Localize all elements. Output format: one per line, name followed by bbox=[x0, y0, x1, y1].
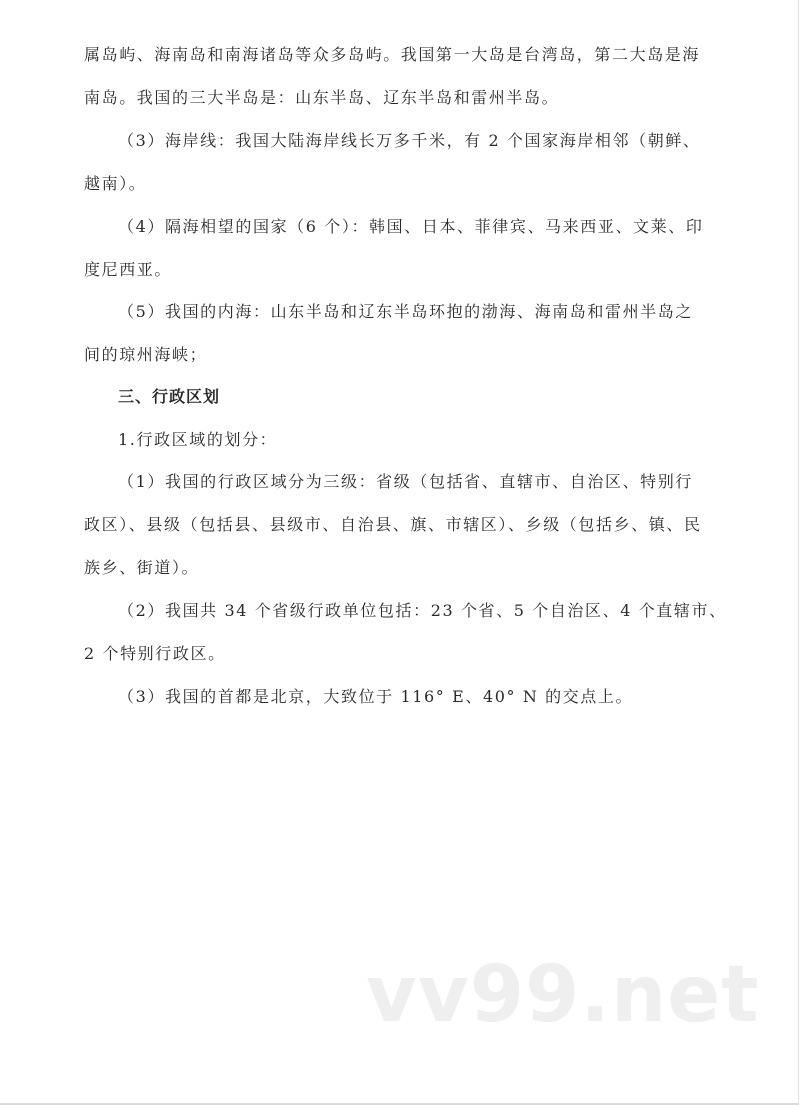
text-line: （3）我国的首都是北京，大致位于 116° E、40° N 的交点上。 bbox=[118, 687, 634, 706]
text-line: 间的琼州海峡； bbox=[84, 345, 208, 364]
text-line: 2 个特别行政区。 bbox=[84, 644, 226, 663]
text-line: 政区）、县级（包括县、县级市、自治县、旗、市辖区）、乡级（包括乡、镇、民 bbox=[84, 515, 702, 534]
text-line: 属岛屿、海南岛和南海诸岛等众多岛屿。我国第一大岛是台湾岛，第二大岛是海 bbox=[84, 45, 701, 64]
text-line: （5）我国的内海：山东半岛和辽东半岛环抱的渤海、海南岛和雷州半岛之 bbox=[118, 302, 693, 321]
text-line: （1）我国的行政区域分为三级：省级（包括省、直辖市、自治区、特别行 bbox=[118, 472, 693, 491]
watermark: vv99.net bbox=[366, 950, 760, 1040]
section-heading: 三、行政区划 bbox=[118, 387, 221, 406]
text-line: （2）我国共 34 个省级行政单位包括：23 个省、5 个自治区、4 个直辖市、 bbox=[118, 601, 727, 620]
text-line: 度尼西亚。 bbox=[84, 260, 173, 279]
text-line: 南岛。我国的三大半岛是：山东半岛、辽东半岛和雷州半岛。 bbox=[84, 88, 560, 107]
text-line: 越南）。 bbox=[84, 174, 147, 193]
text-line: （3）海岸线：我国大陆海岸线长万多千米，有 2 个国家海岸相邻（朝鲜、 bbox=[118, 131, 701, 150]
text-line: （4）隔海相望的国家（6 个）：韩国、日本、菲律宾、马来西亚、文莱、印 bbox=[118, 217, 704, 236]
text-line: 1.行政区域的划分： bbox=[118, 430, 278, 449]
text-line: 族乡、街道）。 bbox=[84, 558, 200, 577]
